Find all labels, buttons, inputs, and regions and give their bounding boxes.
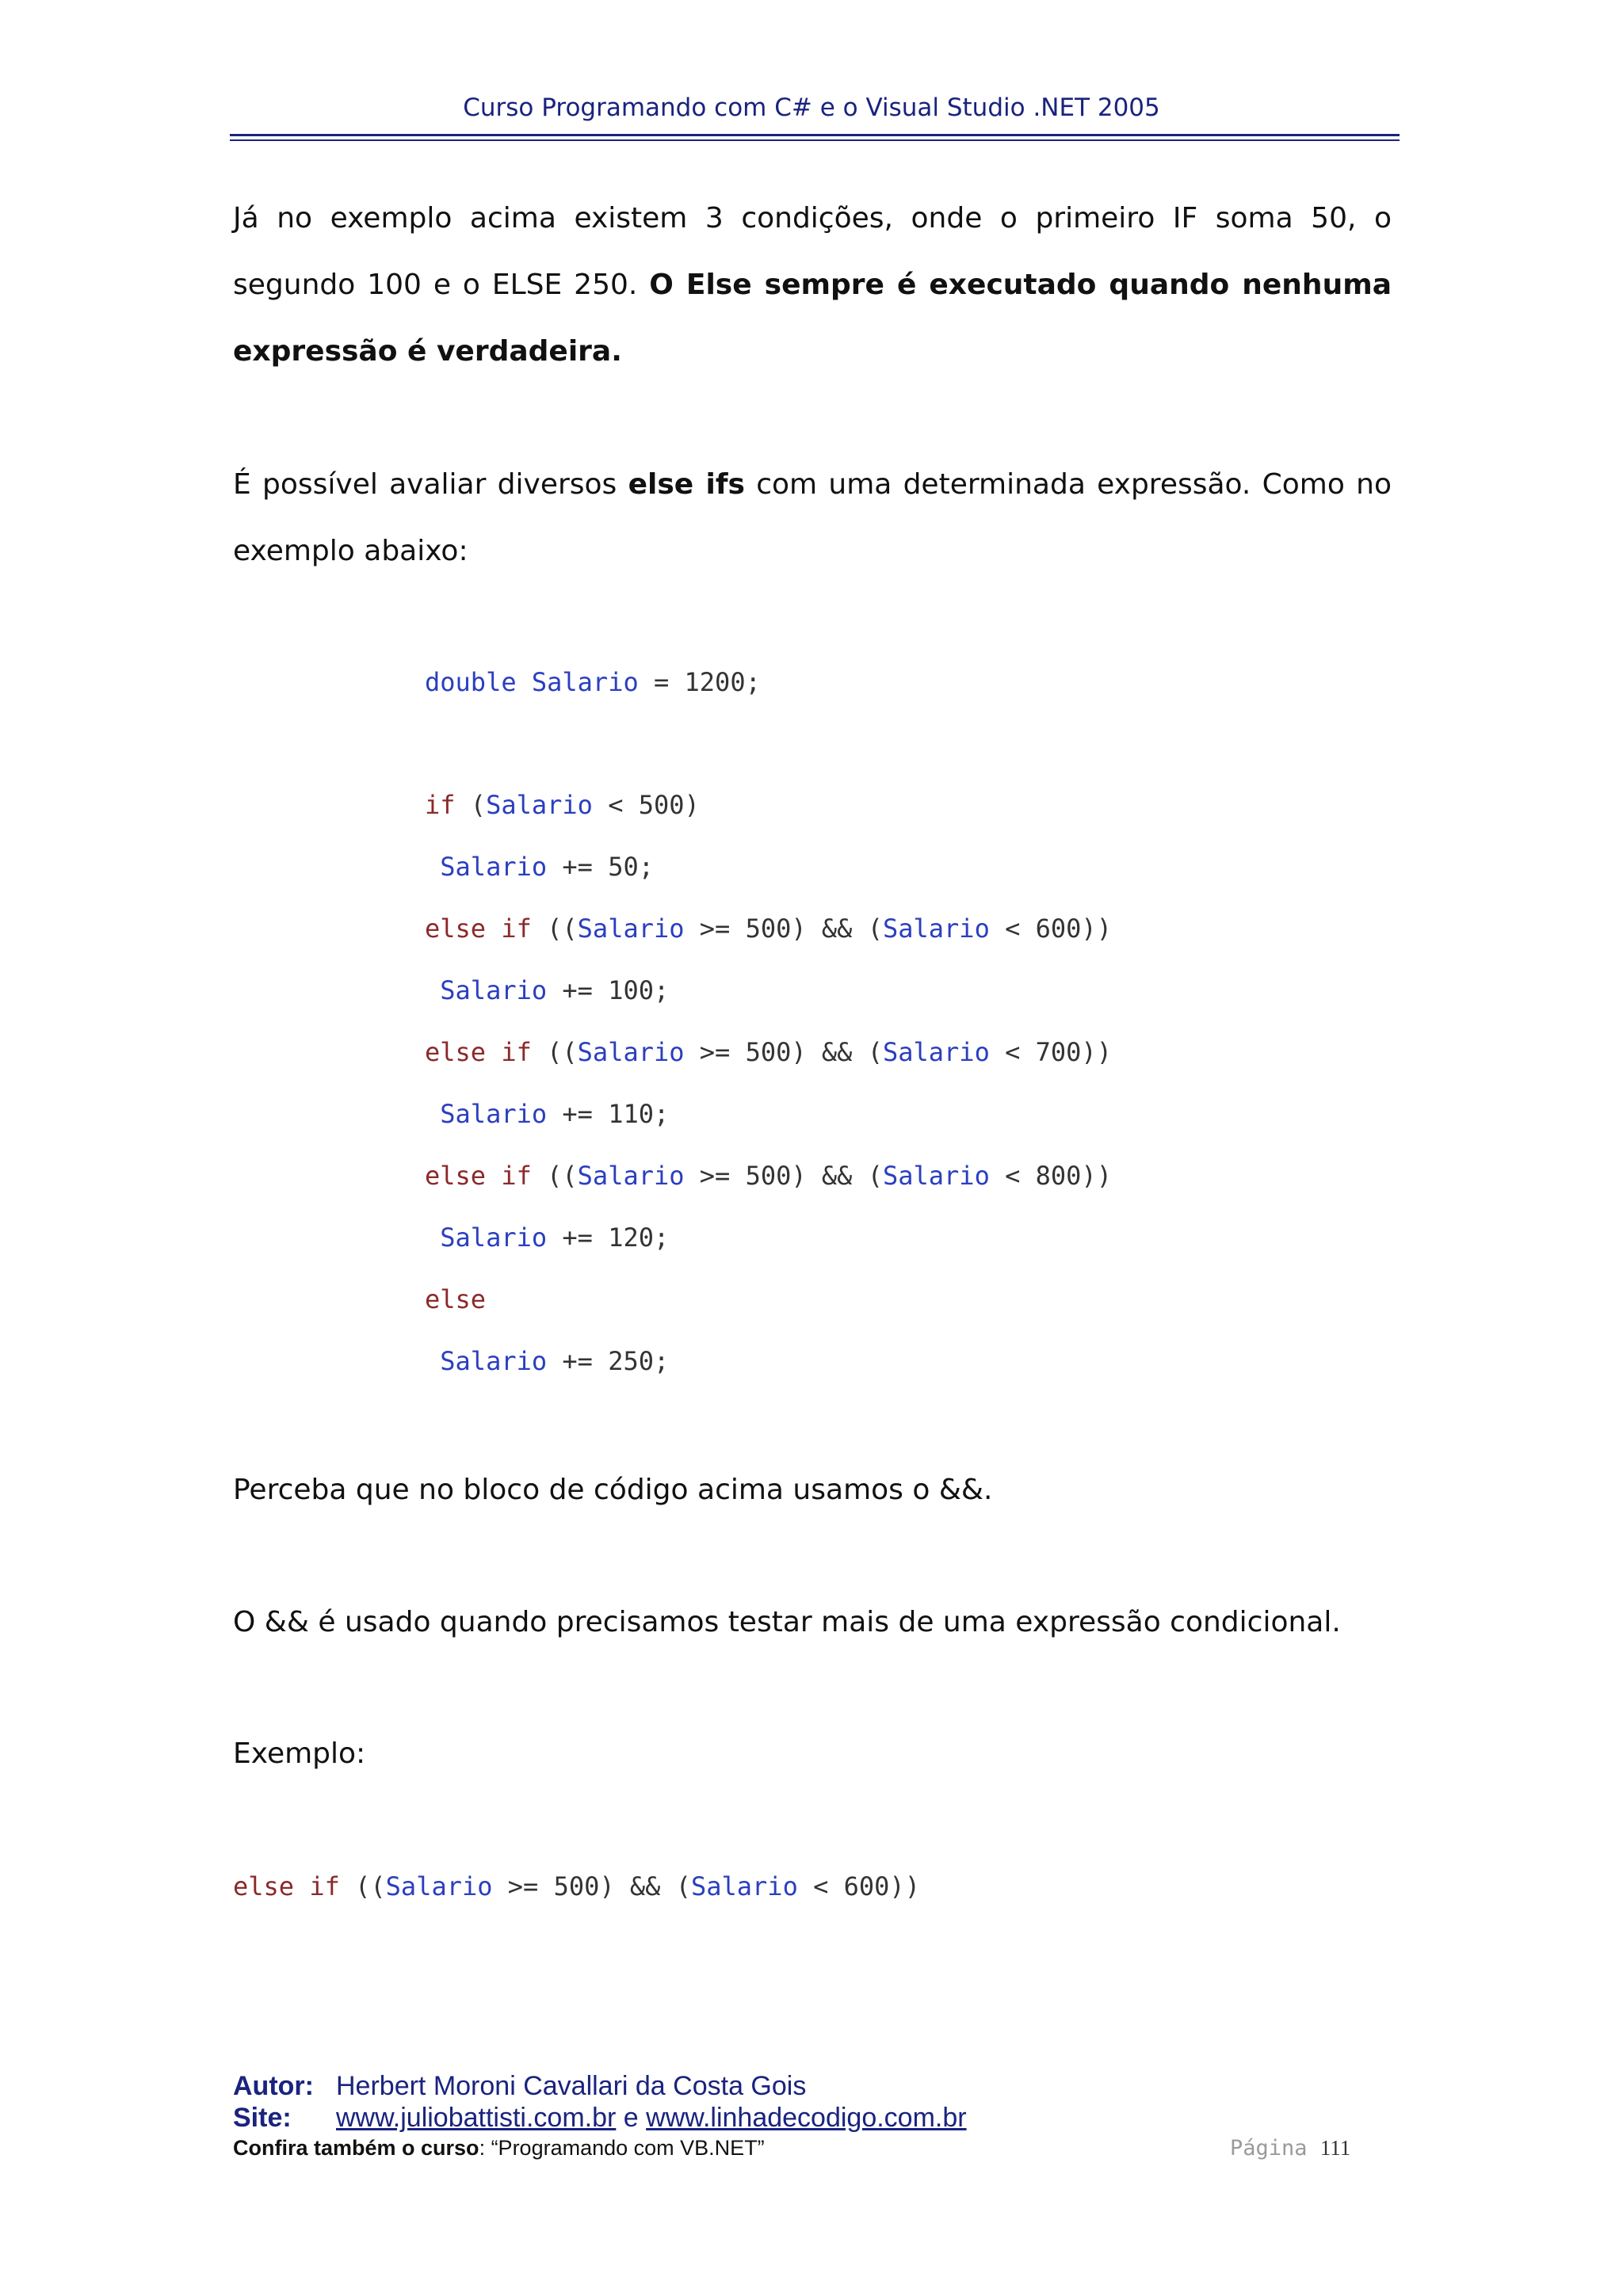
code-token: Salario xyxy=(882,1161,990,1191)
code-token: Salario xyxy=(690,1871,798,1901)
code-token: (( xyxy=(531,1037,578,1067)
code-line xyxy=(425,1037,1112,1067)
footer-course-note-rest: : “Programando com VB.NET” xyxy=(479,2136,765,2160)
footer-author-label: Autor: xyxy=(233,2071,314,2101)
code-token: Salario xyxy=(882,913,990,944)
code-token: else if xyxy=(425,1037,532,1067)
code-token: += 50; xyxy=(547,852,654,882)
code-token: Salario xyxy=(440,975,548,1005)
footer-link-juliobattisti[interactable]: www.juliobattisti.com.br xyxy=(336,2103,617,2133)
code-line xyxy=(425,1099,669,1129)
code-line xyxy=(425,667,761,697)
code-token: (( xyxy=(531,1161,578,1191)
code-token: if xyxy=(425,790,456,820)
paragraph-else-ifs-text-a: É possível avaliar diversos xyxy=(233,468,628,501)
page-number-value: 111 xyxy=(1319,2136,1351,2160)
page-number xyxy=(1230,2136,1350,2161)
code-token: < 600)) xyxy=(797,1871,920,1901)
code-token: Salario xyxy=(440,1222,548,1253)
example-code-line xyxy=(233,1871,920,1901)
code-token: += 100; xyxy=(547,975,670,1005)
footer-course-note xyxy=(233,2136,765,2161)
code-token: Salario xyxy=(385,1871,493,1901)
code-line xyxy=(425,1222,669,1253)
code-token: >= 500) && ( xyxy=(684,913,883,944)
code-token: < 600)) xyxy=(989,913,1112,944)
paragraph-else-ifs-text-b: com uma determinada expressão. Como no exemplo abaixo: xyxy=(233,468,1392,567)
paragraph-and-usage: O && é usado quando precisamos testar mais de uma expressão condicional. xyxy=(233,1606,1341,1638)
code-token: < 500) xyxy=(592,790,700,820)
code-token: (( xyxy=(531,913,578,944)
code-line xyxy=(425,1161,1112,1191)
code-token: Salario xyxy=(577,1037,685,1067)
code-token: Salario xyxy=(440,1346,548,1376)
code-token: += 120; xyxy=(547,1222,670,1253)
code-token: Salario xyxy=(531,667,639,697)
code-token: (( xyxy=(339,1871,386,1901)
code-token: = 1200; xyxy=(638,667,761,697)
paragraph-else-ifs-bold: else ifs xyxy=(628,468,745,501)
code-token: += 250; xyxy=(547,1346,670,1376)
footer-course-note-bold: Confira também o curso xyxy=(233,2136,479,2160)
code-token: Salario xyxy=(577,913,685,944)
page-number-label: Página xyxy=(1230,2136,1308,2161)
footer-link-linhadecodigo[interactable]: www.linhadecodigo.com.br xyxy=(646,2103,967,2133)
code-token: += 110; xyxy=(547,1099,670,1129)
footer-author-name: Herbert Moroni Cavallari da Costa Gois xyxy=(336,2071,807,2101)
paragraph-else-bold: O Else sempre é executado quando nenhuma expressão é verdadeira. xyxy=(233,269,1392,368)
code-token xyxy=(517,667,532,697)
code-token: Salario xyxy=(577,1161,685,1191)
code-line xyxy=(425,1346,669,1376)
code-token: Salario xyxy=(486,790,593,820)
code-token: >= 500) && ( xyxy=(492,1871,691,1901)
paragraph-else-explanation xyxy=(233,185,1392,385)
code-token: >= 500) && ( xyxy=(684,1161,883,1191)
code-token: double xyxy=(425,667,517,697)
code-token: Salario xyxy=(440,1099,548,1129)
code-line xyxy=(425,913,1112,944)
code-token: Salario xyxy=(882,1037,990,1067)
paragraph-and-operator: Perceba que no bloco de código acima usamos o &&. xyxy=(233,1474,993,1506)
paragraph-else-text: Já no exemplo acima existem 3 condições, onde o primeiro IF soma 50, o segundo 100 e o ELSE 250. xyxy=(233,202,1392,301)
header-divider xyxy=(230,134,1400,136)
footer-site-links xyxy=(336,2103,967,2134)
code-token: ( xyxy=(455,790,487,820)
code-token: else if xyxy=(233,1871,340,1901)
code-token: >= 500) && ( xyxy=(684,1037,883,1067)
code-token: < 700)) xyxy=(989,1037,1112,1067)
code-token: else if xyxy=(425,1161,532,1191)
example-label: Exemplo: xyxy=(233,1737,366,1770)
code-line xyxy=(425,1284,486,1314)
code-token: else if xyxy=(425,913,532,944)
code-line xyxy=(425,790,700,820)
page-header-title: Curso Programando com C# e o Visual Studio .NET 2005 xyxy=(463,93,1160,122)
code-token: Salario xyxy=(440,852,548,882)
code-token: < 800)) xyxy=(989,1161,1112,1191)
paragraph-else-ifs xyxy=(233,452,1392,585)
code-line xyxy=(425,852,654,882)
header-divider-secondary xyxy=(230,139,1400,141)
footer-site-label: Site: xyxy=(233,2103,292,2133)
code-line xyxy=(425,975,669,1005)
footer-site-separator: e xyxy=(616,2103,647,2133)
code-token: else xyxy=(425,1284,487,1314)
